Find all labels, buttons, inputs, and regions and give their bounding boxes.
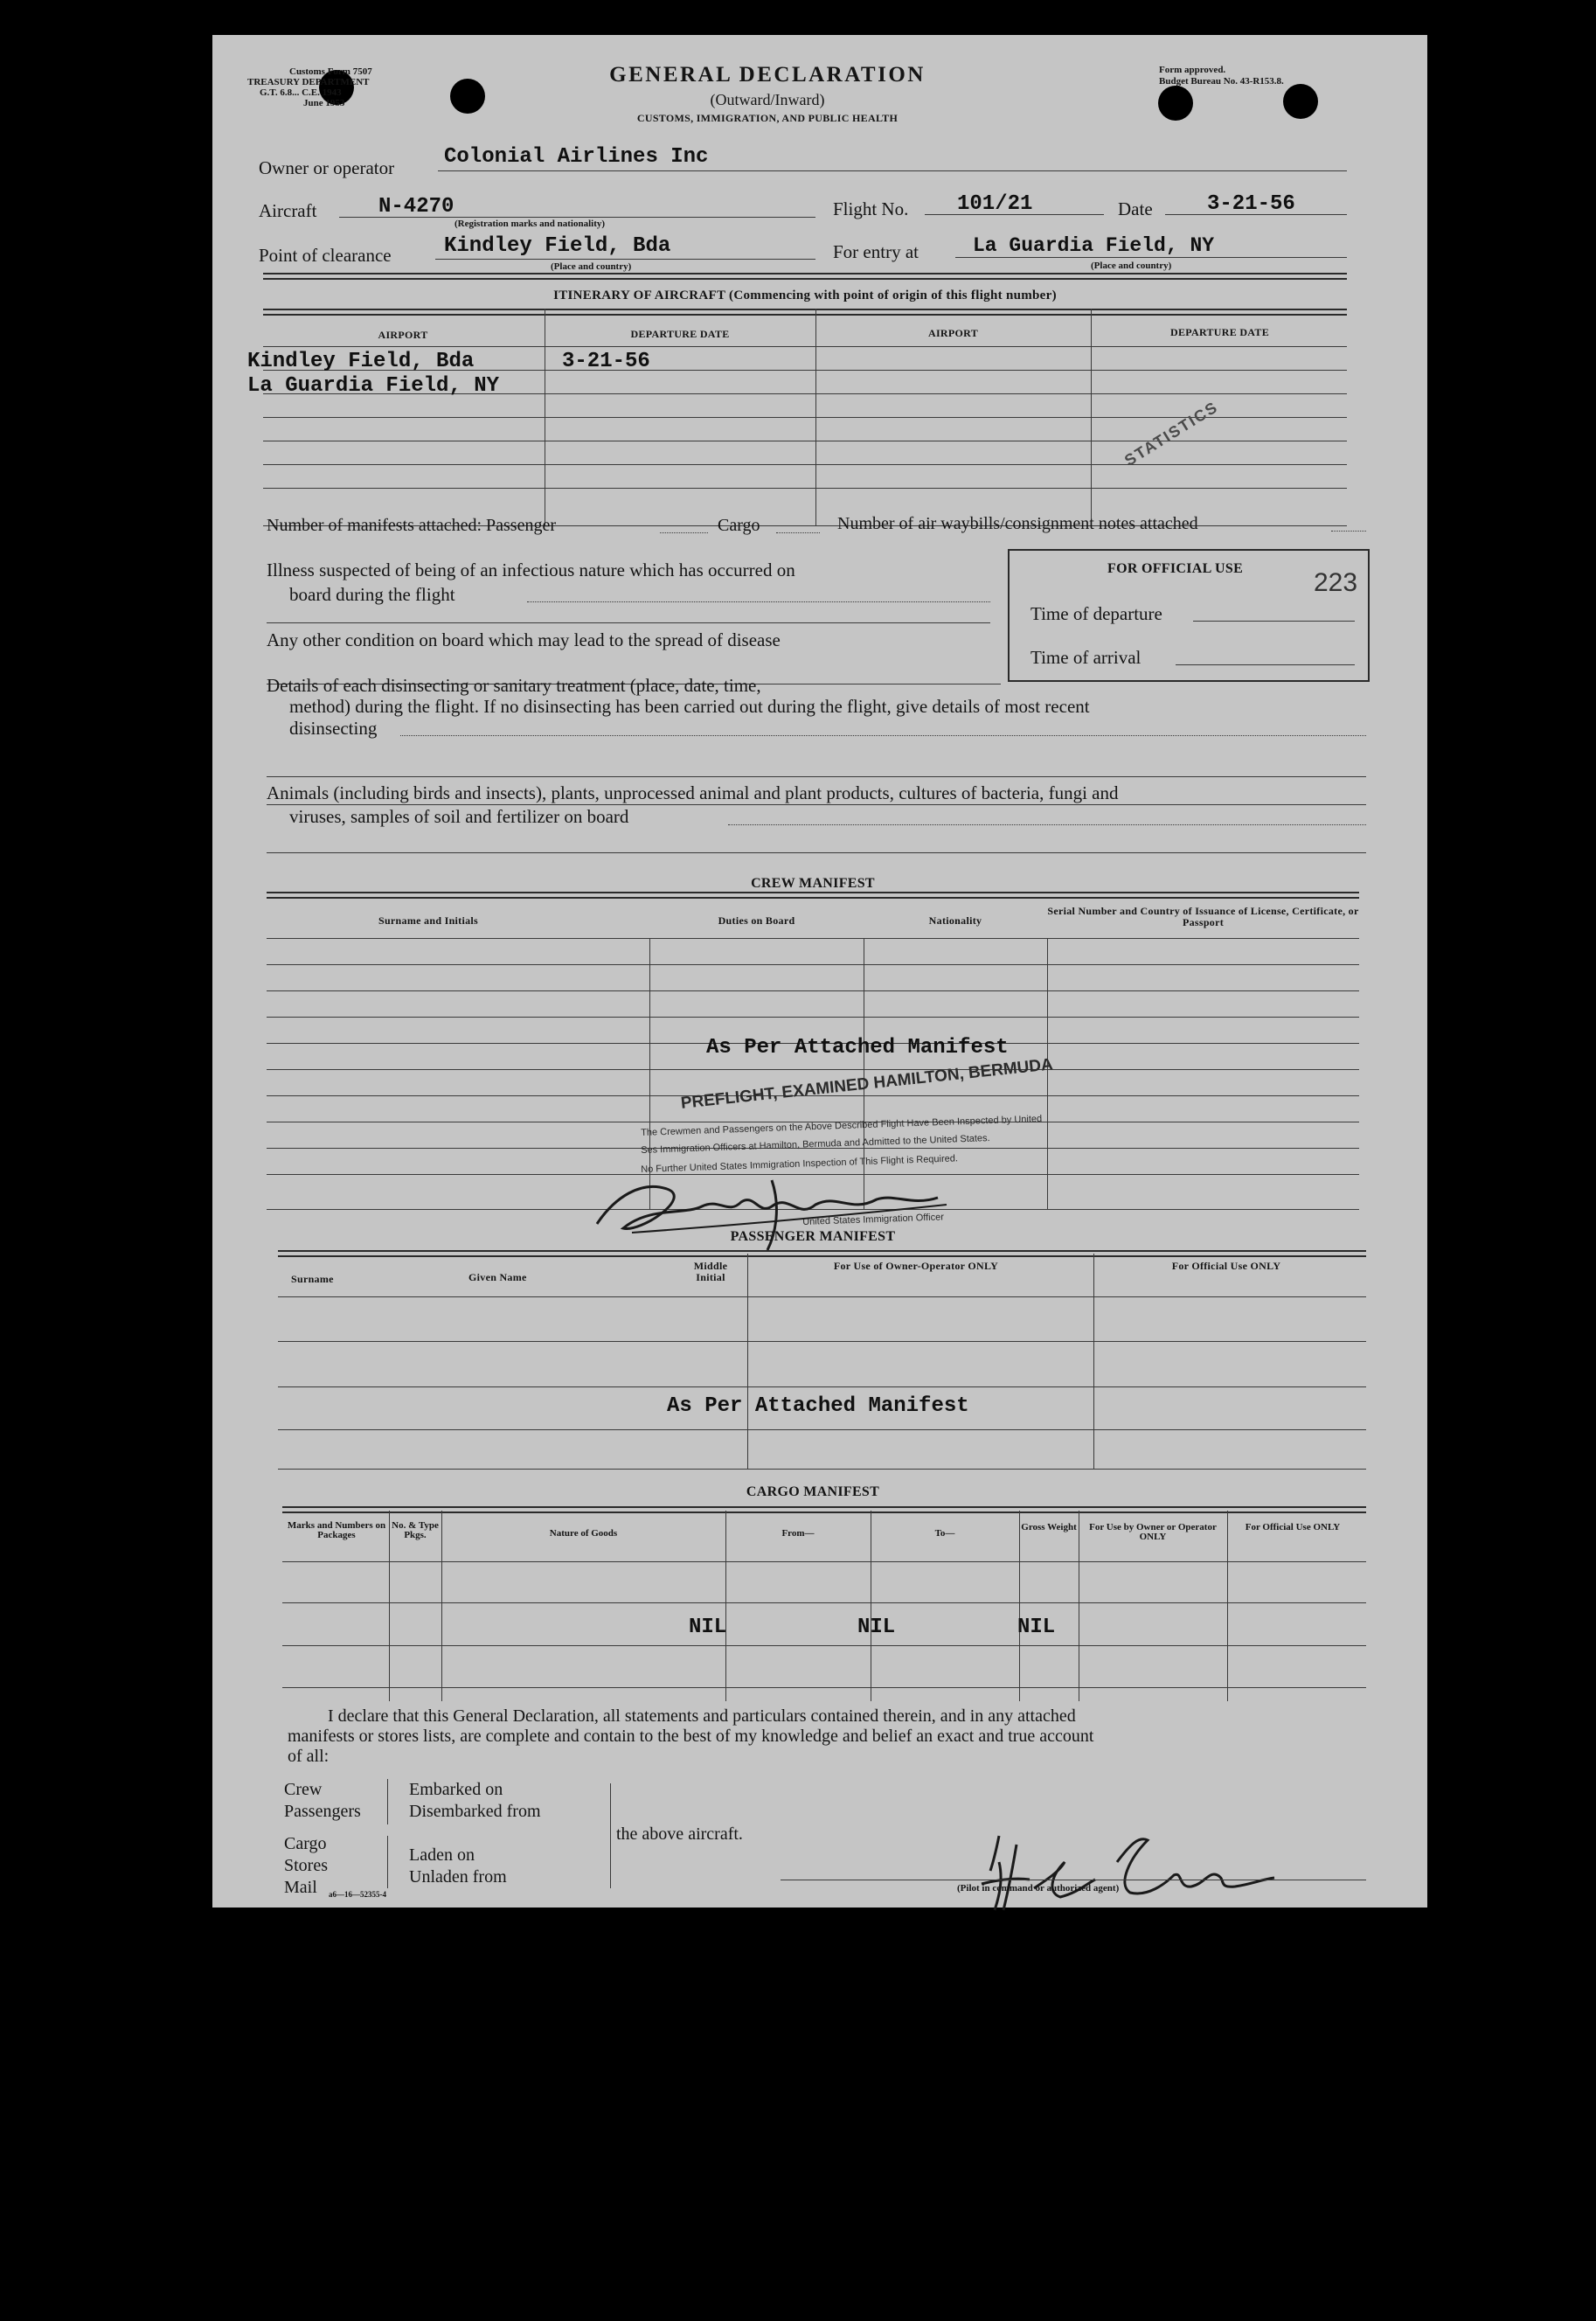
aircraft-label: Aircraft (259, 200, 317, 221)
aircraft-caption: (Registration marks and nationality) (455, 219, 606, 229)
preflight-stamp-title: PREFLIGHT, EXAMINED HAMILTON, BERMUDA (680, 1055, 1054, 1113)
manifests-cargo-label: Cargo (718, 516, 760, 535)
signature-caption: (Pilot in command or authorized agent) (957, 1883, 1120, 1894)
form-id: Customs Form 7507 TREASURY DEPARTMENT G.T. 6.8... C.E. 1943 June 1953 (247, 66, 372, 108)
declaration-line-3: of all: (288, 1747, 330, 1766)
stamp-line-2: Ses Immigration Officers at Hamilton, Bermuda and Admitted to the United States. (641, 1133, 990, 1156)
passenger-note: As Per Attached Manifest (667, 1394, 969, 1418)
animals-question: Animals (including birds and insects), plants, unprocessed animal and plant products, cultures of bacteria, fungi and (267, 782, 1119, 803)
punch-hole (1283, 84, 1318, 119)
cargo-col-weight: Gross Weight (1021, 1522, 1077, 1532)
cargo-col-nature: Nature of Goods (549, 1528, 618, 1539)
passenger-col-owner-use: For Use of Owner-Operator ONLY (833, 1260, 999, 1272)
print-code: a6—16—52355-4 (329, 1890, 386, 1899)
form-title: GENERAL DECLARATION (609, 63, 926, 87)
official-use-title: FOR OFFICIAL USE (1107, 561, 1244, 576)
declaration-line-2: manifests or stores lists, are complete and contain to the best of my knowledge and belief an exact and true account (288, 1727, 1094, 1746)
crew-manifest-title: CREW MANIFEST (751, 876, 875, 891)
animals-question-cont: viruses, samples of soil and fertilizer on board (289, 806, 629, 827)
owner-value: Colonial Airlines Inc (444, 145, 709, 169)
cargo-col-owner-use: For Use by Owner or Operator ONLY (1089, 1522, 1217, 1542)
approval-note: Form approved. Budget Bureau No. 43-R153.8. (1159, 65, 1284, 87)
passenger-manifest-title: PASSENGER MANIFEST (730, 1229, 896, 1244)
passenger-col-surname: Surname (291, 1273, 334, 1285)
crew-note: As Per Attached Manifest (706, 1036, 1009, 1060)
statistics-stamp: STATISTICS (1121, 398, 1222, 469)
itinerary-col-airport: AIRPORT (378, 329, 428, 341)
declaration-actions: Embarked on Disembarked from Laden on Unladen from (409, 1780, 541, 1887)
passenger-col-given-name: Given Name (468, 1271, 527, 1283)
disinsecting-question: Details of each disinsecting or sanitary treatment (place, date, time, (267, 675, 761, 696)
clearance-label: Point of clearance (259, 245, 392, 266)
cargo-col-to: To— (934, 1528, 955, 1539)
declaration-tail: the above aircraft. (616, 1824, 743, 1844)
crew-col-nationality: Nationality (928, 914, 982, 927)
cargo-nil-2: NIL (857, 1616, 896, 1639)
time-of-departure-label: Time of departure (1030, 603, 1162, 624)
clearance-caption: (Place and country) (551, 261, 632, 272)
stamp-line-1: The Crewmen and Passengers on the Above Described Flight Have Been Inspected by United (641, 1113, 1043, 1138)
date-label: Date (1118, 198, 1153, 219)
passenger-col-middle-initial: Middle Initial (693, 1260, 728, 1283)
crew-col-surname: Surname and Initials (378, 914, 479, 927)
form-subtitle: (Outward/Inward) (710, 91, 825, 108)
entry-label: For entry at (833, 241, 919, 262)
cargo-manifest-title: CARGO MANIFEST (746, 1484, 880, 1499)
passenger-col-official-use: For Official Use ONLY (1171, 1260, 1281, 1272)
owner-label: Owner or operator (259, 157, 395, 178)
illness-question-cont: board during the flight (289, 584, 455, 605)
official-use-number: 223 (1314, 568, 1358, 597)
disinsecting-question-cont: method) during the flight. If no disinsecting has been carried out during the flight, give details of most recent (289, 696, 1090, 717)
punch-hole (450, 79, 485, 114)
itinerary-airport-1: Kindley Field, Bda (247, 350, 475, 373)
itinerary-airport-2: La Guardia Field, NY (247, 374, 500, 398)
flight-label: Flight No. (833, 198, 909, 219)
itinerary-departure-1: 3-21-56 (562, 350, 650, 373)
declaration-line-1: I declare that this General Declaration, all statements and particulars contained therein, and in any attached (328, 1706, 1076, 1726)
manifests-passenger-label: Number of manifests attached: Passenger (267, 516, 557, 535)
cargo-col-from: From— (781, 1528, 815, 1539)
itinerary-col-departure-2: DEPARTURE DATE (1169, 326, 1269, 338)
clearance-value: Kindley Field, Bda (444, 234, 671, 258)
date-value: 3-21-56 (1207, 192, 1295, 216)
cargo-col-official-use: For Official Use ONLY (1245, 1522, 1341, 1532)
official-use-box (1008, 549, 1370, 682)
itinerary-col-airport-2: AIRPORT (927, 327, 978, 339)
declaration-categories: Crew Passengers Cargo Stores Mail (284, 1780, 361, 1897)
time-of-arrival-label: Time of arrival (1030, 647, 1141, 668)
crew-col-license: Serial Number and Country of Issuance of License, Certificate, or Passport (1047, 905, 1359, 928)
entry-caption: (Place and country) (1091, 261, 1172, 271)
pilot-signature (964, 1810, 1296, 1923)
stamp-officer: United States Immigration Officer (802, 1212, 945, 1227)
cargo-col-packages: No. & Type Pkgs. (392, 1520, 439, 1540)
itinerary-title: ITINERARY OF AIRCRAFT (Commencing with point of origin of this flight number) (553, 288, 1057, 302)
itinerary-col-departure: DEPARTURE DATE (630, 328, 730, 340)
flight-value: 101/21 (957, 192, 1033, 216)
cargo-nil-3: NIL (1017, 1616, 1056, 1639)
waybills-label: Number of air waybills/consignment notes attached (837, 514, 1198, 533)
cargo-nil-1: NIL (689, 1616, 727, 1639)
entry-value: La Guardia Field, NY (973, 234, 1215, 257)
stamp-line-3: No Further United States Immigration Inspection of This Flight is Required. (641, 1153, 959, 1175)
other-condition-question: Any other condition on board which may lead to the spread of disease (267, 629, 781, 650)
agencies: CUSTOMS, IMMIGRATION, AND PUBLIC HEALTH (636, 112, 899, 124)
illness-question: Illness suspected of being of an infectious nature which has occurred on (267, 559, 795, 580)
cargo-col-marks: Marks and Numbers on Packages (287, 1520, 386, 1540)
declaration-form (212, 35, 1427, 1908)
aircraft-value: N-4270 (378, 195, 455, 219)
crew-col-duties: Duties on Board (718, 914, 795, 927)
punch-hole (1158, 86, 1193, 121)
disinsecting-question-end: disinsecting (289, 718, 378, 739)
